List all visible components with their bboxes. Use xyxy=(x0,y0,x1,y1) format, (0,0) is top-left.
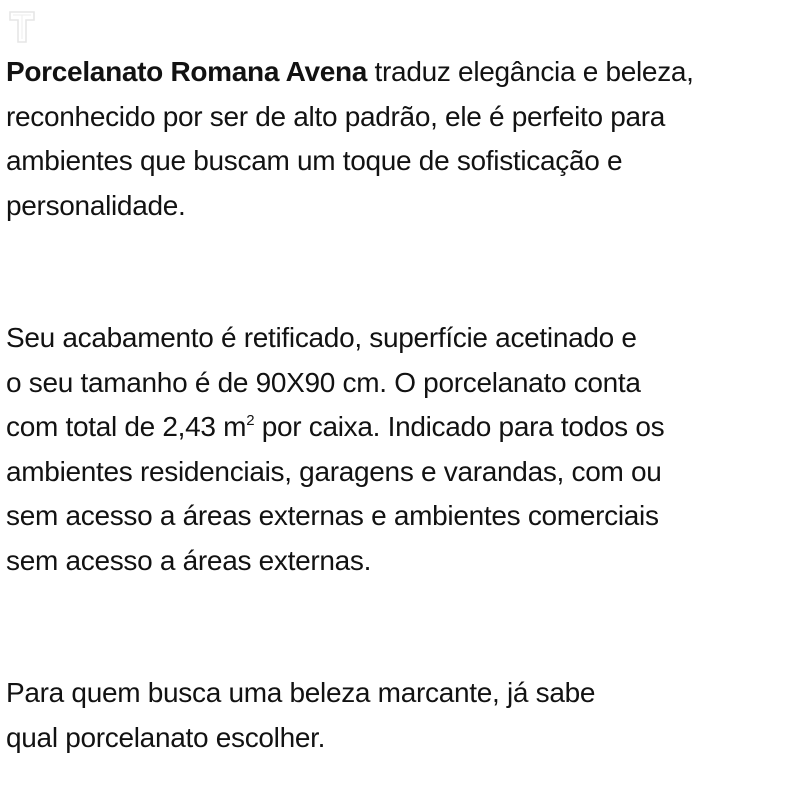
description-line: o seu tamanho é de 90X90 cm. O porcelanato conta xyxy=(6,366,641,398)
squared-superscript: 2 xyxy=(246,412,255,429)
description-paragraph-1 xyxy=(6,50,796,228)
description-line: Para quem busca uma beleza marcante, já sabe xyxy=(6,677,596,708)
description-line: personalidade. xyxy=(6,189,186,221)
description-text: por caixa. Indicado para todos os xyxy=(254,411,665,442)
t-logo-icon xyxy=(8,10,36,44)
description-paragraph-3 xyxy=(6,671,796,760)
product-name: Porcelanato Romana Avena xyxy=(6,56,368,87)
description-line: ambientes residenciais, garagens e varandas, com ou xyxy=(6,455,662,487)
description-line xyxy=(6,405,796,450)
description-line: sem acesso a áreas externas. xyxy=(6,544,372,576)
description-text: com total de 2,43 m xyxy=(6,411,247,442)
description-line: ambientes que buscam um toque de sofisticação e xyxy=(6,145,623,176)
description-line: qual porcelanato escolher. xyxy=(6,721,326,753)
description-text: traduz elegância e beleza, xyxy=(367,56,694,87)
product-description xyxy=(6,50,796,760)
description-line xyxy=(6,50,796,95)
description-line: Seu acabamento é retificado, superfície acetinado e xyxy=(6,322,637,353)
description-line: reconhecido por ser de alto padrão, ele é perfeito para xyxy=(6,100,666,132)
description-paragraph-2 xyxy=(6,316,796,583)
description-line: sem acesso a áreas externas e ambientes comerciais xyxy=(6,500,659,531)
